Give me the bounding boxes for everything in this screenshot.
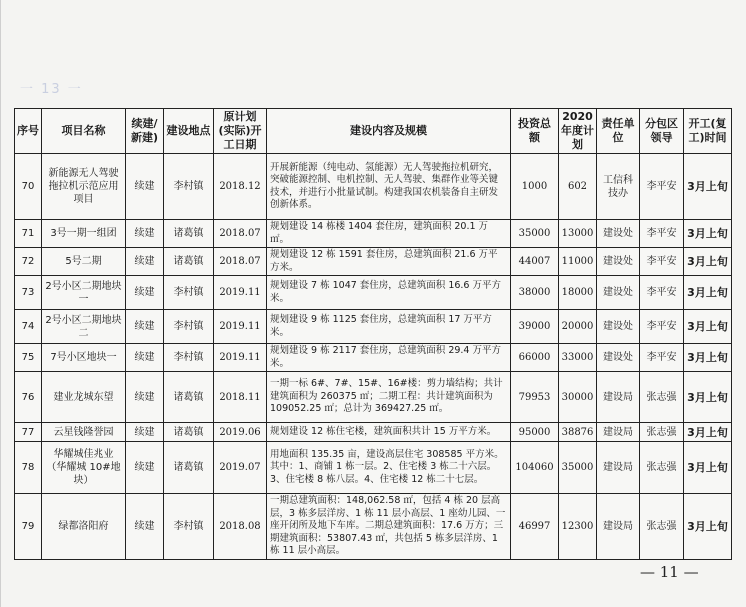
- start-date: 2018.12: [214, 154, 267, 220]
- start-date: 2019.11: [214, 344, 267, 372]
- content-scale: 用地面积 135.35 亩，建设高层住宅 308585 平方米。其中：1、商铺 1 栋一层。2、住宅楼 3 栋二十六层。3、住宅楼 8 栋八层。4、住宅楼 12 栋二十七层。: [267, 442, 511, 494]
- row-number: 78: [15, 442, 42, 494]
- project-name: 云星钱隆誉园: [42, 423, 126, 442]
- start-time: 3月上旬: [684, 310, 732, 344]
- location: 诸葛镇: [164, 372, 214, 423]
- total-investment: 39000: [511, 310, 559, 344]
- header-cell: 建设地点: [164, 109, 214, 154]
- start-date: 2018.08: [214, 494, 267, 560]
- build-type: 续建: [126, 423, 164, 442]
- start-date: 2018.07: [214, 220, 267, 248]
- plan-2020: 20000: [559, 310, 597, 344]
- total-investment: 66000: [511, 344, 559, 372]
- header-row: [15, 109, 732, 154]
- project-name: 5号二期: [42, 248, 126, 276]
- build-type: 续建: [126, 344, 164, 372]
- plan-2020: 18000: [559, 276, 597, 310]
- build-type: 续建: [126, 220, 164, 248]
- start-time: 3月上旬: [684, 248, 732, 276]
- start-date: 2019.07: [214, 442, 267, 494]
- project-table: [14, 108, 732, 560]
- build-type: 续建: [126, 372, 164, 423]
- row-number: 74: [15, 310, 42, 344]
- table-row: [15, 276, 732, 310]
- build-type: 续建: [126, 154, 164, 220]
- plan-2020: 602: [559, 154, 597, 220]
- district-leader: 李平安: [640, 154, 684, 220]
- table-row: [15, 310, 732, 344]
- location: 诸葛镇: [164, 220, 214, 248]
- build-type: 续建: [126, 276, 164, 310]
- responsible-unit: 建设处: [597, 220, 640, 248]
- start-date: 2018.11: [214, 372, 267, 423]
- total-investment: 46997: [511, 494, 559, 560]
- content-scale: 一期一标 6#、7#、15#、16#楼：剪力墙结构；共计建筑面积为 260375 ㎡；二期工程：共计建筑面积为 109052.25 ㎡；总计为 369427.25 ㎡。: [267, 372, 511, 423]
- header-cell: 原计划(实际)开工日期: [214, 109, 267, 154]
- header-cell: 建设内容及规模: [267, 109, 511, 154]
- district-leader: 李平安: [640, 276, 684, 310]
- location: 李村镇: [164, 344, 214, 372]
- plan-2020: 33000: [559, 344, 597, 372]
- district-leader: 李平安: [640, 344, 684, 372]
- row-number: 77: [15, 423, 42, 442]
- project-name: 2号小区二期地块一: [42, 276, 126, 310]
- content-scale: 规划建设 12 栋 1591 套住房，总建筑面积 21.6 万平方米。: [267, 248, 511, 276]
- project-name: 建业龙城东望: [42, 372, 126, 423]
- district-leader: 张志强: [640, 423, 684, 442]
- build-type: 续建: [126, 248, 164, 276]
- total-investment: 44007: [511, 248, 559, 276]
- content-scale: 一期总建筑面积：148,062.58 ㎡，包括 4 栋 20 层高层，3 栋多层洋房、1 栋 11 层小高层、1 座幼儿园、一座开闭所及地下车库。二期总建筑面积：17.6 万方；三期建筑面积：53807.43 ㎡，共包括 5 栋多层洋房、1 栋 11 层小高层。: [267, 494, 511, 560]
- row-number: 73: [15, 276, 42, 310]
- district-leader: 张志强: [640, 494, 684, 560]
- start-date: 2018.07: [214, 248, 267, 276]
- row-number: 76: [15, 372, 42, 423]
- page-number: — 11 —: [640, 563, 699, 581]
- header-cell: 项目名称: [42, 109, 126, 154]
- district-leader: 李平安: [640, 220, 684, 248]
- project-name: 华耀城佳兆业（华耀城 10#地块）: [42, 442, 126, 494]
- content-scale: 规划建设 9 栋 2117 套住房，总建筑面积 29.4 万平方米。: [267, 344, 511, 372]
- row-number: 75: [15, 344, 42, 372]
- build-type: 续建: [126, 494, 164, 560]
- start-date: 2019.11: [214, 276, 267, 310]
- location: 诸葛镇: [164, 248, 214, 276]
- location: 李村镇: [164, 154, 214, 220]
- start-time: 3月上旬: [684, 442, 732, 494]
- responsible-unit: 建设局: [597, 372, 640, 423]
- location: 李村镇: [164, 276, 214, 310]
- district-leader: 张志强: [640, 372, 684, 423]
- project-name: 7号小区地块一: [42, 344, 126, 372]
- content-scale: 开展新能源（纯电动、氢能源）无人驾驶拖拉机研究，突破能源控制、电机控制、无人驾驶、集群作业等关键技术，并进行小批量试制。构建我国农机装备自主研发创新体系。: [267, 154, 511, 220]
- responsible-unit: 建设处: [597, 310, 640, 344]
- header-cell: 序号: [15, 109, 42, 154]
- location: 李村镇: [164, 494, 214, 560]
- header-cell: 责任单位: [597, 109, 640, 154]
- plan-2020: 13000: [559, 220, 597, 248]
- row-number: 71: [15, 220, 42, 248]
- start-time: 3月上旬: [684, 372, 732, 423]
- start-time: 3月上旬: [684, 220, 732, 248]
- responsible-unit: 工信科技办: [597, 154, 640, 220]
- content-scale: 规划建设 14 栋楼 1404 套住房，建筑面积 20.1 万㎡。: [267, 220, 511, 248]
- total-investment: 38000: [511, 276, 559, 310]
- plan-2020: 12300: [559, 494, 597, 560]
- location: 李村镇: [164, 310, 214, 344]
- start-time: 3月上旬: [684, 494, 732, 560]
- responsible-unit: 建设处: [597, 248, 640, 276]
- header-cell: 分包区领导: [640, 109, 684, 154]
- project-name: 绿都洛阳府: [42, 494, 126, 560]
- plan-2020: 38876: [559, 423, 597, 442]
- table-row: [15, 423, 732, 442]
- plan-2020: 11000: [559, 248, 597, 276]
- project-name: 2号小区二期地块二: [42, 310, 126, 344]
- district-leader: 李平安: [640, 248, 684, 276]
- header-cell: 开工(复工)时间: [684, 109, 732, 154]
- table-row: [15, 220, 732, 248]
- header-cell: 2020年度计划: [559, 109, 597, 154]
- table-row: [15, 494, 732, 560]
- plan-2020: 35000: [559, 442, 597, 494]
- content-scale: 规划建设 12 栋住宅楼，建筑面积共计 15 万平方米。: [267, 423, 511, 442]
- start-time: 3月上旬: [684, 344, 732, 372]
- row-number: 79: [15, 494, 42, 560]
- plan-2020: 30000: [559, 372, 597, 423]
- total-investment: 79953: [511, 372, 559, 423]
- header-cell: 投资总额: [511, 109, 559, 154]
- responsible-unit: 建设处: [597, 276, 640, 310]
- start-date: 2019.06: [214, 423, 267, 442]
- bleed-through-header: 一 13 一: [20, 82, 83, 97]
- start-time: 3月上旬: [684, 276, 732, 310]
- responsible-unit: 建设局: [597, 423, 640, 442]
- location: 诸葛镇: [164, 442, 214, 494]
- responsible-unit: 建设处: [597, 344, 640, 372]
- project-name: 3号一期一组团: [42, 220, 126, 248]
- total-investment: 104060: [511, 442, 559, 494]
- row-number: 70: [15, 154, 42, 220]
- table-row: [15, 344, 732, 372]
- header-cell: 续建/新建): [126, 109, 164, 154]
- responsible-unit: 建设局: [597, 442, 640, 494]
- total-investment: 95000: [511, 423, 559, 442]
- total-investment: 35000: [511, 220, 559, 248]
- district-leader: 张志强: [640, 442, 684, 494]
- total-investment: 1000: [511, 154, 559, 220]
- responsible-unit: 建设局: [597, 494, 640, 560]
- table-row: [15, 248, 732, 276]
- table-row: [15, 372, 732, 423]
- build-type: 续建: [126, 442, 164, 494]
- start-time: 3月上旬: [684, 423, 732, 442]
- build-type: 续建: [126, 310, 164, 344]
- location: 诸葛镇: [164, 423, 214, 442]
- start-time: 3月上旬: [684, 154, 732, 220]
- table-row: [15, 154, 732, 220]
- district-leader: 李平安: [640, 310, 684, 344]
- table-row: [15, 442, 732, 494]
- start-date: 2019.11: [214, 310, 267, 344]
- content-scale: 规划建设 7 栋 1047 套住房，总建筑面积 16.6 万平方米。: [267, 276, 511, 310]
- row-number: 72: [15, 248, 42, 276]
- content-scale: 规划建设 9 栋 1125 套住房，总建筑面积 17 万平方米。: [267, 310, 511, 344]
- project-name: 新能源无人驾驶拖拉机示范应用项目: [42, 154, 126, 220]
